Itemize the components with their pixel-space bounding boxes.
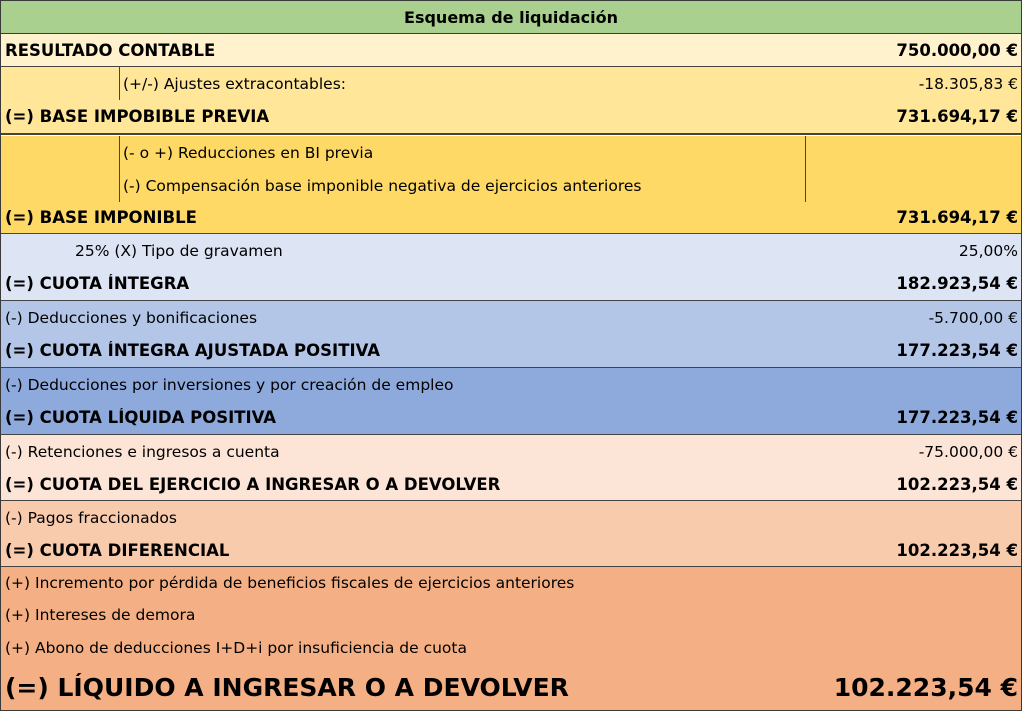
row-label: (+) Abono de deducciones I+D+i por insuficiencia de cuota bbox=[5, 638, 467, 657]
row-ajustes-extracontables bbox=[1, 67, 1021, 100]
row-label: (+) Incremento por pérdida de beneficios fiscales de ejercicios anteriores bbox=[5, 574, 575, 592]
row-pagos-fraccionados bbox=[1, 501, 1021, 534]
divider bbox=[1, 233, 1021, 234]
row-cuota-integra-ajustada bbox=[1, 334, 1021, 367]
divider bbox=[1, 566, 1021, 567]
row-label: (-) Retenciones e ingresos a cuenta bbox=[5, 442, 280, 461]
row-label: (-) Deducciones por inversiones y por creación de empleo bbox=[5, 375, 454, 394]
row-base-imponible-previa bbox=[1, 100, 1021, 133]
row-deducciones-inversiones bbox=[1, 368, 1021, 401]
row-label: RESULTADO CONTABLE bbox=[5, 40, 216, 60]
row-label: (- o +) Reducciones en BI previa bbox=[123, 143, 374, 162]
row-label: (=) CUOTA DEL EJERCICIO A INGRESAR O A DEVOLVER bbox=[5, 474, 501, 494]
row-value: 102.223,54 € bbox=[896, 474, 1018, 494]
row-label: (=) BASE IMPOBIBLE PREVIA bbox=[5, 107, 270, 126]
row-label: 25% (X) Tipo de gravamen bbox=[75, 241, 283, 260]
divider bbox=[805, 136, 806, 202]
row-label: (+/-) Ajustes extracontables: bbox=[123, 74, 347, 93]
row-cuota-diferencial bbox=[1, 534, 1021, 566]
row-value: 102.223,54 € bbox=[833, 672, 1018, 702]
row-label: (-) Deducciones y bonificaciones bbox=[5, 308, 258, 327]
row-value: 177.223,54 € bbox=[896, 408, 1018, 427]
row-label: (=) CUOTA LÍQUIDA POSITIVA bbox=[5, 408, 277, 427]
divider bbox=[1, 367, 1021, 368]
table-title: Esquema de liquidación bbox=[1, 1, 1021, 34]
row-value: -5.700,00 € bbox=[928, 308, 1018, 327]
divider bbox=[1, 500, 1021, 501]
row-abono-deducciones bbox=[1, 631, 1021, 664]
row-value: 731.694,17 € bbox=[896, 107, 1018, 126]
row-value: 182.923,54 € bbox=[896, 274, 1018, 293]
divider bbox=[1, 300, 1021, 301]
row-compensacion-bi-negativa bbox=[1, 169, 1021, 202]
row-deducciones-bonificaciones bbox=[1, 301, 1021, 334]
row-value: 731.694,17 € bbox=[896, 208, 1018, 227]
row-cuota-integra bbox=[1, 267, 1021, 300]
row-label: (-) Compensación base imponible negativa de ejercicios anteriores bbox=[123, 176, 642, 195]
row-retenciones bbox=[1, 435, 1021, 468]
row-value: 750.000,00 € bbox=[896, 40, 1018, 60]
row-label: (=) BASE IMPONIBLE bbox=[5, 208, 197, 227]
row-tipo-gravamen bbox=[1, 234, 1021, 267]
row-value: -75.000,00 € bbox=[918, 442, 1018, 461]
row-incremento-perdida bbox=[1, 567, 1021, 599]
row-resultado-contable bbox=[1, 34, 1021, 67]
divider bbox=[1, 133, 1021, 135]
row-label: (=) CUOTA ÍNTEGRA AJUSTADA POSITIVA bbox=[5, 341, 381, 360]
row-label: (-) Pagos fraccionados bbox=[5, 508, 177, 527]
row-label: (=) CUOTA DIFERENCIAL bbox=[5, 540, 230, 560]
row-label: (=) CUOTA ÍNTEGRA bbox=[5, 274, 190, 293]
row-liquido-a-ingresar bbox=[1, 664, 1021, 710]
row-base-imponible bbox=[1, 202, 1021, 233]
divider bbox=[119, 136, 120, 202]
row-value: 102.223,54 € bbox=[896, 540, 1018, 560]
row-reducciones-bi bbox=[1, 136, 1021, 169]
row-cuota-liquida-positiva bbox=[1, 401, 1021, 434]
row-label: (+) Intereses de demora bbox=[5, 606, 196, 624]
row-cuota-ejercicio bbox=[1, 468, 1021, 500]
row-value: -18.305,83 € bbox=[918, 74, 1018, 93]
row-label: (=) LÍQUIDO A INGRESAR O A DEVOLVER bbox=[5, 672, 569, 702]
row-value: 177.223,54 € bbox=[896, 341, 1018, 360]
row-intereses-demora bbox=[1, 599, 1021, 631]
divider bbox=[119, 67, 120, 100]
row-value: 25,00% bbox=[958, 241, 1018, 260]
divider bbox=[1, 434, 1021, 435]
